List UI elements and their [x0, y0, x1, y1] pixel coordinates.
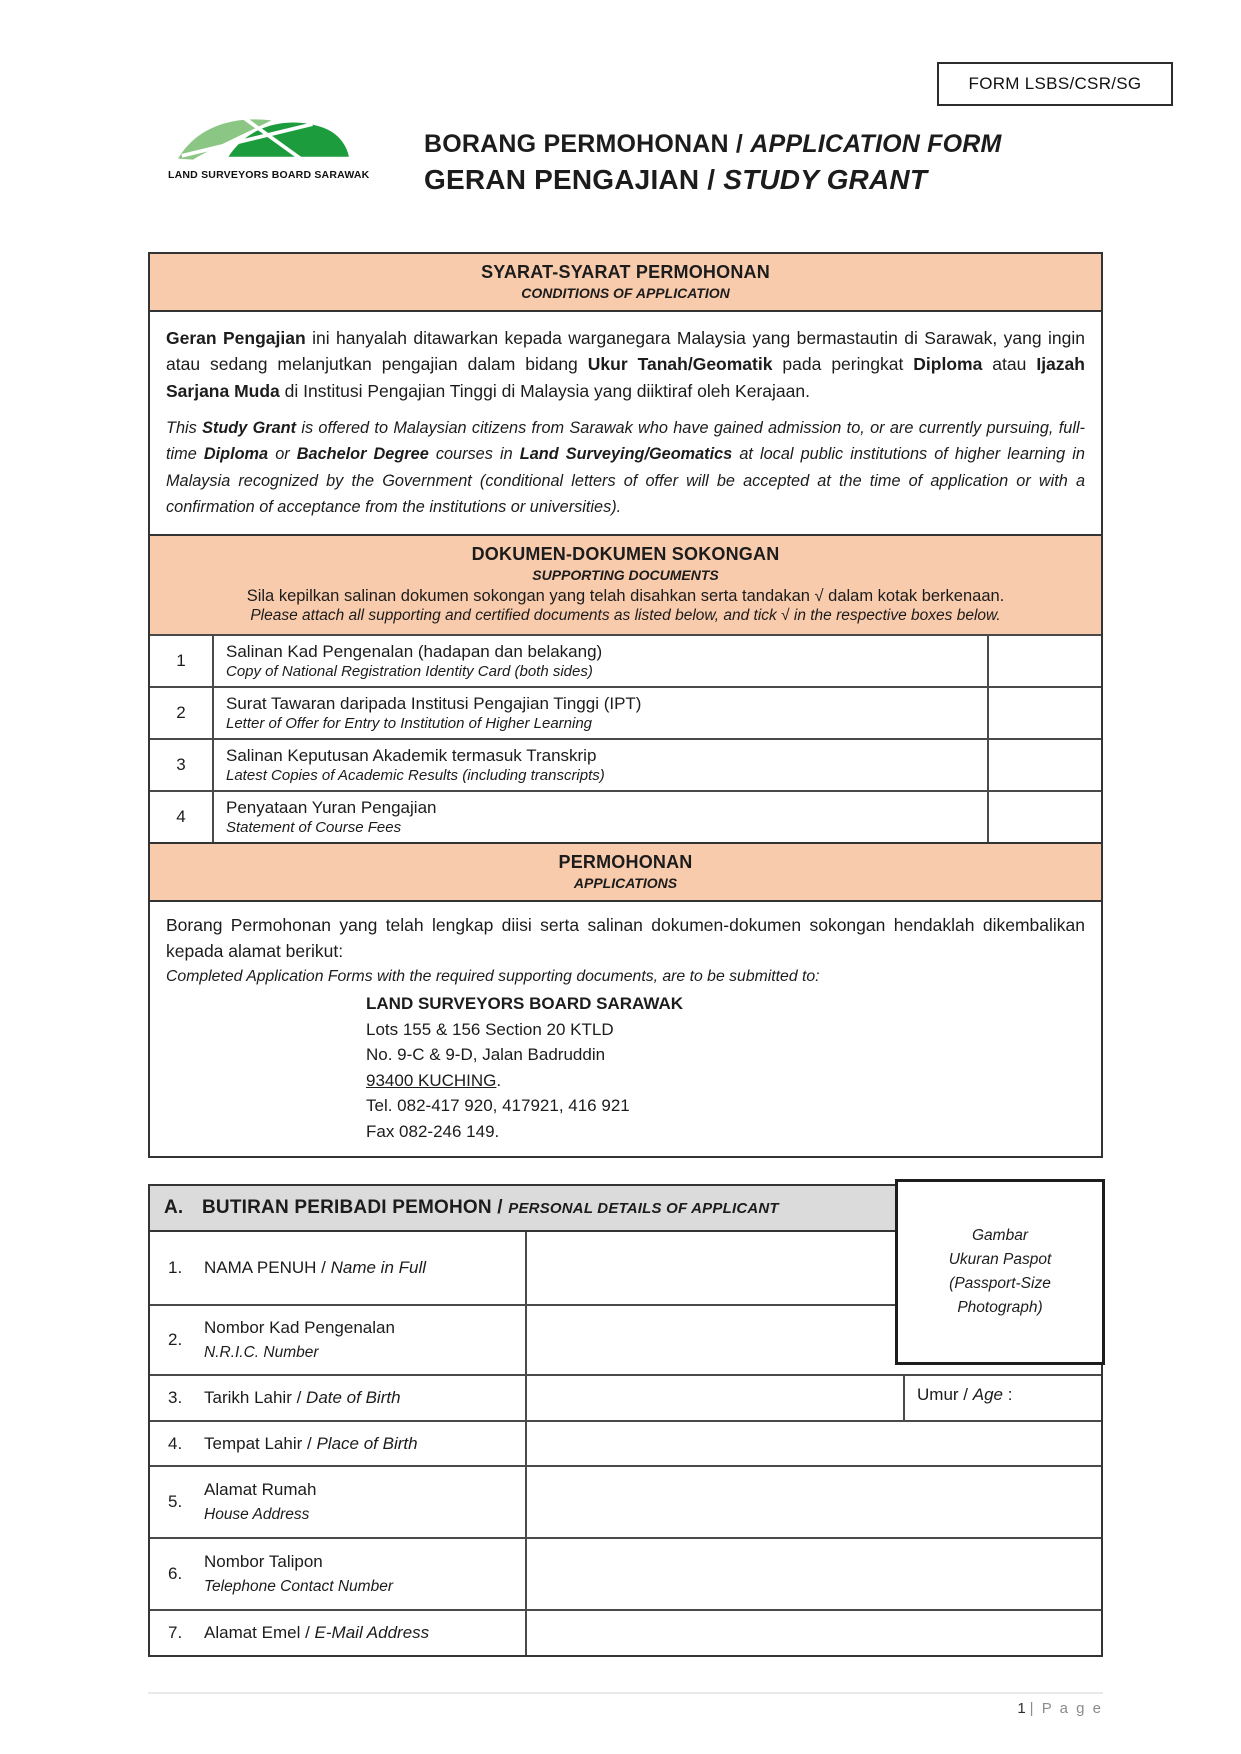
page-word: | P a g e — [1029, 1700, 1103, 1717]
field-number: 3. — [168, 1388, 183, 1408]
field-number: 6. — [168, 1564, 183, 1584]
document-item-my: Penyataan Yuran Pengajian — [226, 798, 437, 818]
field-label — [150, 1306, 527, 1374]
address-line1: Lots 155 & 156 Section 20 KTLD — [366, 1019, 614, 1039]
document-item-en: Statement of Course Fees — [226, 819, 402, 837]
applications-text-en: Completed Application Forms with the required supporting documents, are to be submitted to: — [166, 968, 820, 986]
field-label — [150, 1467, 527, 1537]
conditions-section — [148, 252, 1103, 536]
conditions-heading-en: CONDITIONS OF APPLICATION — [521, 285, 730, 301]
document-item-number: 1 — [150, 636, 214, 686]
documents-section — [148, 534, 1103, 1158]
address-line2: No. 9-C & 9-D, Jalan Badruddin — [366, 1045, 606, 1065]
address-city-suffix: . — [496, 1070, 502, 1090]
applications-heading-en: APPLICATIONS — [573, 875, 678, 892]
document-item-text — [214, 792, 987, 842]
field-label-text — [204, 1317, 395, 1363]
document-item-en: Latest Copies of Academic Results (including transcripts) — [226, 767, 605, 785]
field-label-text: Tarikh Lahir / Date of Birth — [204, 1388, 401, 1408]
submission-address — [366, 991, 1085, 1144]
address-fax: Fax 082-246 149. — [366, 1121, 500, 1141]
form-content — [148, 252, 1103, 1657]
photo-box-line3: (Passport-Size — [949, 1275, 1051, 1293]
place-of-birth-input-cell[interactable] — [527, 1422, 1101, 1465]
field-row-email — [150, 1609, 1101, 1655]
photo-box-line1: Gambar — [972, 1227, 1028, 1245]
house-address-input-cell[interactable] — [527, 1467, 1101, 1537]
documents-note-en: Please attach all supporting and certified documents as listed below, and tick √ in the respective boxes below. — [250, 607, 1001, 625]
footer-divider — [148, 1692, 1103, 1694]
field-number: 5. — [168, 1492, 183, 1512]
document-check-cell[interactable] — [987, 740, 1101, 790]
passport-photo-box[interactable] — [895, 1179, 1105, 1365]
field-row-house-address — [150, 1465, 1101, 1537]
document-item-my: Salinan Keputusan Akademik termasuk Transkrip — [226, 746, 597, 766]
conditions-paragraph-my: Geran Pengajian ini hanyalah ditawarkan kepada warganegara Malaysia yang bermastautin di Sarawak, yang ingin atau sedang melanjutkan pengajian dalam bidang Ukur Tanah/Geomatik pada peringkat Diploma atau Ijazah Sarjana Muda di Institusi Pengajian Tinggi di Malaysia yang diiktiraf oleh Kerajaan. — [166, 328, 1085, 401]
field-label-text: Tempat Lahir / Place of Birth — [204, 1433, 418, 1453]
document-item-my: Salinan Kad Pengenalan (hadapan dan belakang) — [226, 642, 603, 662]
conditions-body — [150, 312, 1101, 534]
section-a-heading: BUTIRAN PERIBADI PEMOHON / PERSONAL DETAILS OF APPLICANT — [202, 1197, 779, 1219]
document-item-text — [214, 740, 987, 790]
documents-heading-en: SUPPORTING DOCUMENTS — [532, 567, 719, 584]
telephone-input-cell[interactable] — [527, 1539, 1101, 1609]
field-number: 4. — [168, 1433, 183, 1453]
form-title-block — [424, 112, 1002, 196]
email-input-cell[interactable] — [527, 1611, 1101, 1655]
photo-box-line4: Photograph) — [957, 1299, 1043, 1317]
conditions-paragraph-en: This Study Grant is offered to Malaysian citizens from Sarawak who have gained admission to, or are currently pursuing, full-time Diploma or Bachelor Degree courses in Land Surveying/Geomatics at local public institutions of higher learning in Malaysia recognized by the Government (conditional letters of offer will be accepted at the time of application or with a confirmation of acceptance from the institutions or universities). — [166, 418, 1085, 516]
field-label-en: House Address — [204, 1506, 310, 1524]
section-a-label: A. — [164, 1197, 184, 1219]
field-label-my: Alamat Rumah — [204, 1479, 317, 1499]
document-item-en: Letter of Offer for Entry to Institution of Higher Learning — [226, 715, 593, 733]
field-label-text — [204, 1479, 316, 1525]
field-row-date-of-birth — [150, 1374, 1101, 1420]
field-label-text — [204, 1551, 393, 1597]
page-footer — [148, 1700, 1103, 1717]
land-surveyors-logo-icon — [168, 112, 358, 168]
applications-text-my: Borang Permohonan yang telah lengkap diisi serta salinan dokumen-dokumen sokongan hendaklah dikembalikan kepada alamat berikut: — [166, 915, 1085, 961]
applications-header — [150, 842, 1101, 902]
date-of-birth-input-cell[interactable] — [527, 1376, 903, 1420]
form-title-line1: BORANG PERMOHONAN / APPLICATION FORM — [424, 130, 1002, 158]
field-label-my: Nombor Talipon — [204, 1551, 323, 1571]
age-cell[interactable] — [903, 1376, 1101, 1420]
field-label — [150, 1422, 527, 1465]
documents-heading-my: DOKUMEN-DOKUMEN SOKONGAN — [471, 544, 780, 565]
document-item-text — [214, 636, 987, 686]
field-label-text: Alamat Emel / E-Mail Address — [204, 1623, 430, 1643]
document-item-row — [150, 738, 1101, 790]
form-title-line2: GERAN PENGAJIAN / STUDY GRANT — [424, 164, 928, 195]
document-item-text — [214, 688, 987, 738]
document-header — [168, 112, 1002, 196]
field-label-text: NAMA PENUH / Name in Full — [204, 1258, 427, 1278]
field-label — [150, 1376, 527, 1420]
address-tel: Tel. 082-417 920, 417921, 416 921 — [366, 1096, 630, 1116]
photo-box-line2: Ukuran Paspot — [948, 1251, 1052, 1269]
conditions-heading-my: SYARAT-SYARAT PERMOHONAN — [481, 262, 770, 282]
logo-caption: LAND SURVEYORS BOARD SARAWAK — [168, 169, 370, 181]
document-check-cell[interactable] — [987, 792, 1101, 842]
field-label-en: Telephone Contact Number — [204, 1578, 393, 1596]
field-number: 2. — [168, 1330, 183, 1350]
field-row-place-of-birth — [150, 1420, 1101, 1465]
document-check-cell[interactable] — [987, 636, 1101, 686]
document-item-number: 3 — [150, 740, 214, 790]
field-row-telephone — [150, 1537, 1101, 1609]
address-city-underlined: 93400 KUCHING — [366, 1070, 497, 1090]
address-city — [366, 1068, 1085, 1094]
field-label — [150, 1611, 527, 1655]
personal-details-section — [148, 1184, 1103, 1657]
documents-note-my: Sila kepilkan salinan dokumen sokongan yang telah disahkan serta tandakan √ dalam kotak berkenaan. — [246, 587, 1005, 606]
age-label: Umur / Age : — [917, 1385, 1013, 1405]
field-label — [150, 1539, 527, 1609]
document-item-my: Surat Tawaran daripada Institusi Pengajian Tinggi (IPT) — [226, 694, 642, 714]
document-item-number: 4 — [150, 792, 214, 842]
document-item-row — [150, 686, 1101, 738]
form-code: FORM LSBS/CSR/SG — [968, 74, 1142, 93]
conditions-header — [150, 254, 1101, 312]
field-label-en: N.R.I.C. Number — [204, 1344, 319, 1362]
applications-heading-my: PERMOHONAN — [558, 852, 693, 873]
page-number: 1 — [1017, 1700, 1026, 1717]
field-number: 7. — [168, 1623, 183, 1643]
field-number: 1. — [168, 1258, 183, 1278]
documents-header — [150, 536, 1101, 634]
document-item-en: Copy of National Registration Identity Card (both sides) — [226, 663, 593, 681]
applications-body — [150, 902, 1101, 1156]
document-item-number: 2 — [150, 688, 214, 738]
address-org-name: LAND SURVEYORS BOARD SARAWAK — [366, 994, 684, 1014]
field-label-my: Nombor Kad Pengenalan — [204, 1317, 395, 1337]
field-label — [150, 1232, 527, 1304]
document-item-row — [150, 790, 1101, 842]
document-item-row — [150, 634, 1101, 686]
org-logo — [168, 112, 368, 181]
document-check-cell[interactable] — [987, 688, 1101, 738]
form-code-box — [937, 62, 1173, 106]
